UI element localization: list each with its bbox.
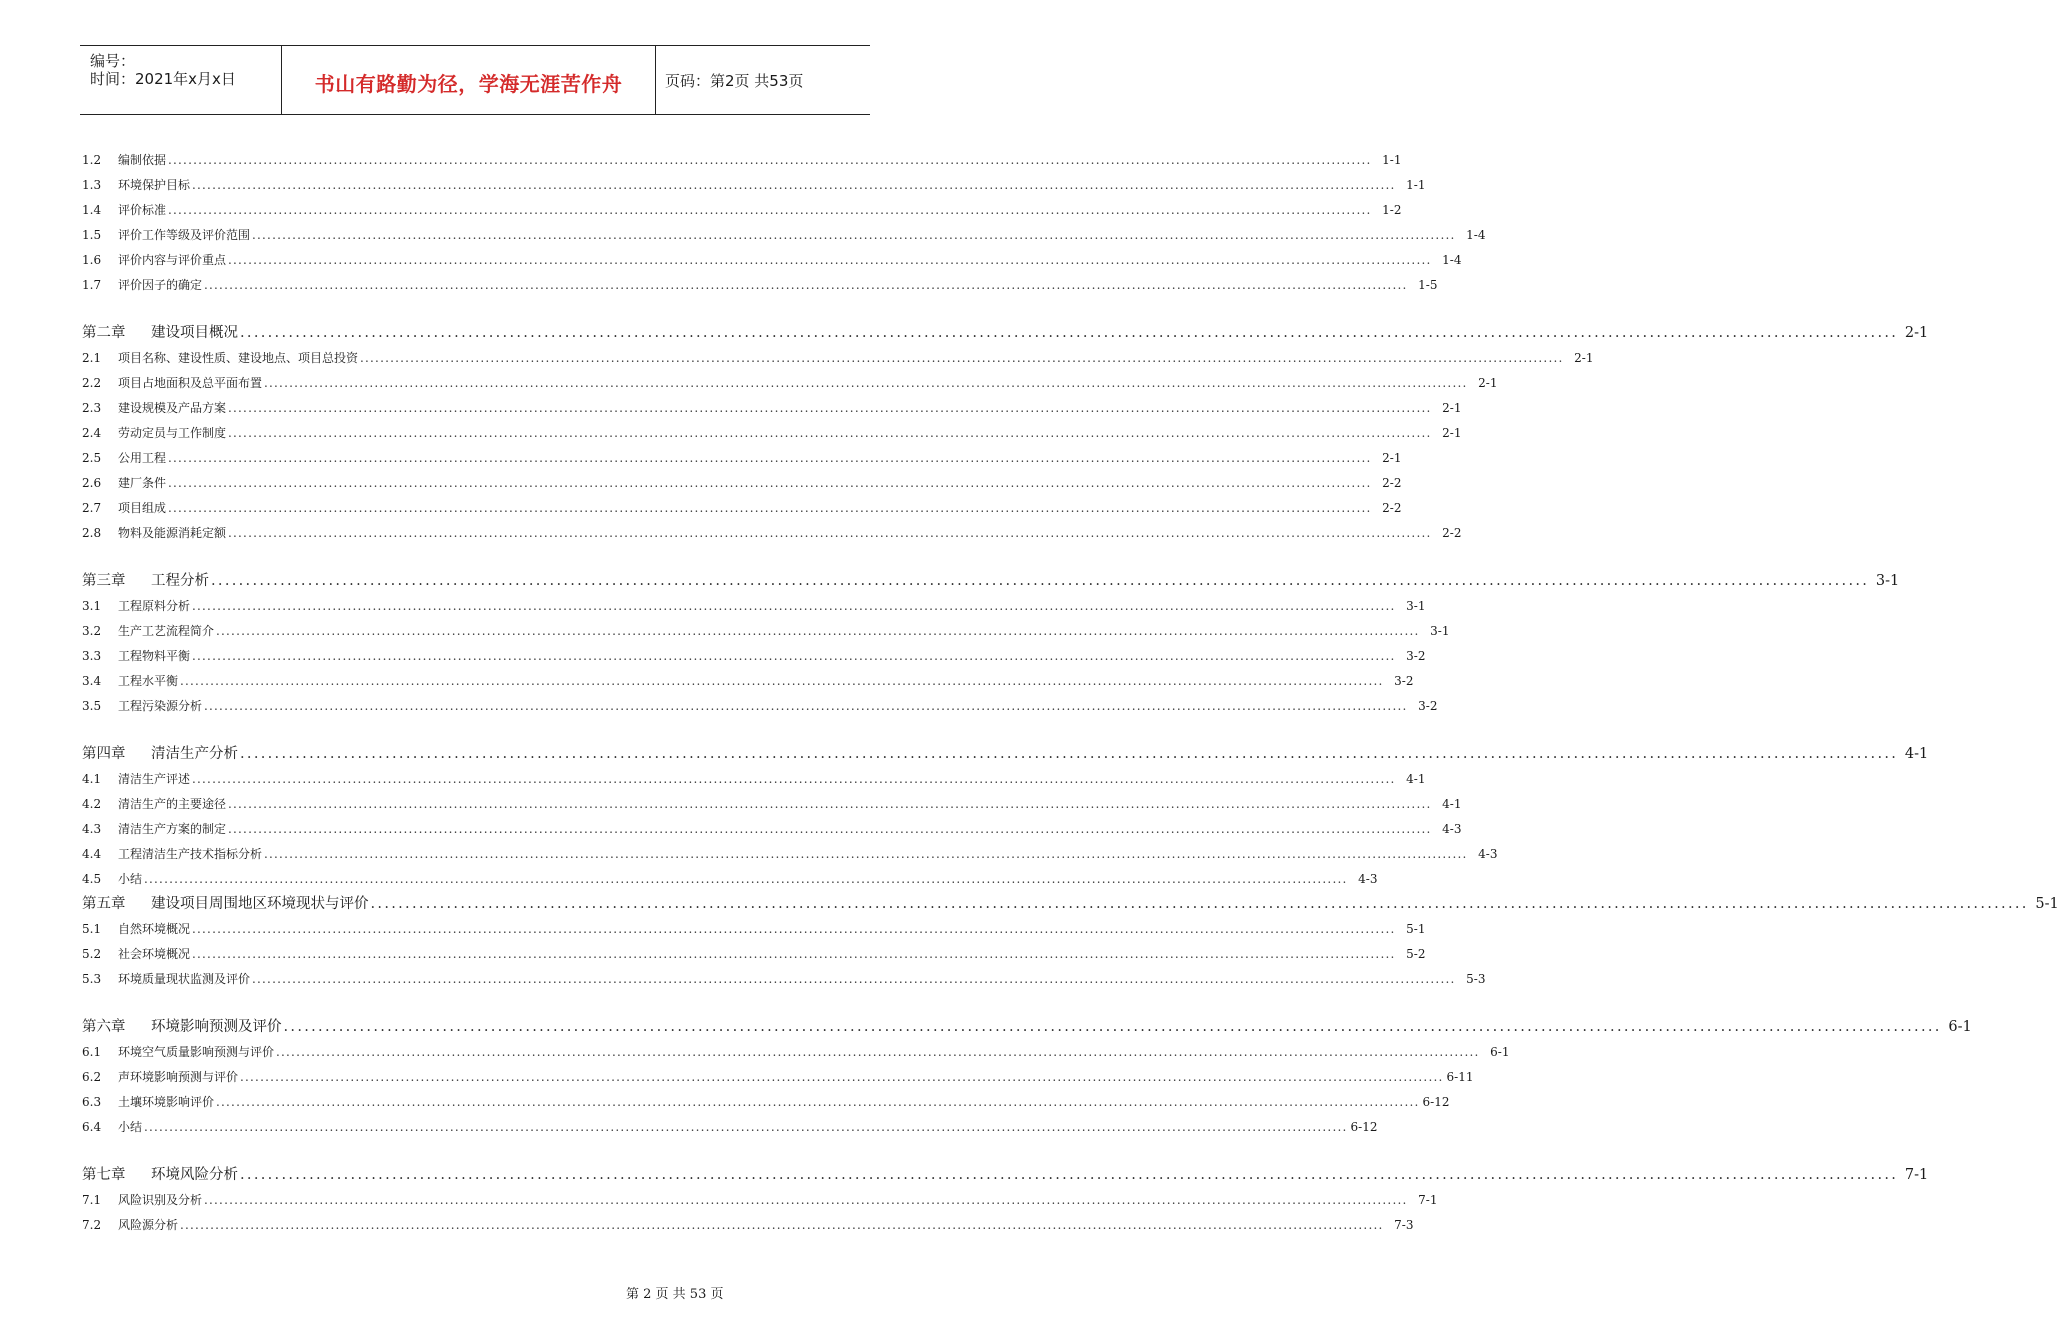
toc-section-entry[interactable]: [82, 1043, 1510, 1059]
toc-entry-page: 1-4: [1442, 253, 1462, 267]
toc-entry-title: 小结: [118, 1120, 143, 1134]
toc-entry-title: 工程分析: [151, 573, 209, 589]
toc-dot-leader: ................................................................................................................................................................................................................................................: [180, 1218, 1384, 1232]
toc-dot-leader: ................................................................................................................................................................................................................................................: [228, 822, 1432, 836]
toc-entry-title: 风险源分析: [118, 1218, 179, 1232]
toc-section-entry[interactable]: [82, 697, 1438, 713]
toc-entry-title: 环境质量现状监测及评价: [118, 972, 251, 986]
toc-dot-leader: ................................................................................................................................................................................................................................................: [252, 228, 1456, 242]
toc-entry-title: 劳动定员与工作制度: [118, 426, 227, 440]
toc-section-entry[interactable]: [82, 1216, 1414, 1232]
toc-entry-number: 2.2: [82, 376, 102, 390]
toc-entry-title: 生产工艺流程简介: [118, 624, 215, 638]
toc-entry-number: 第三章: [82, 573, 126, 589]
toc-entry-page: 6-1: [1948, 1019, 1972, 1035]
toc-section-entry[interactable]: [82, 424, 1462, 440]
toc-dot-leader: ................................................................................................................................................................................................................................................: [192, 178, 1396, 192]
toc-entry-title: 清洁生产评述: [118, 772, 191, 786]
toc-entry-title: 工程清洁生产技术指标分析: [118, 847, 263, 861]
toc-dot-leader: ................................................................................................................................................................................................................................................: [144, 872, 1348, 886]
toc-dot-leader: ................................................................................................................................................................................................................................................: [283, 1019, 1942, 1035]
toc-section-entry[interactable]: [82, 1191, 1438, 1207]
toc-section-entry[interactable]: [82, 647, 1426, 663]
toc-dot-leader: ................................................................................................................................................................................................................................................: [216, 624, 1420, 638]
toc-entry-page: 4-3: [1442, 822, 1462, 836]
toc-entry-page: 5-1: [2035, 896, 2059, 912]
toc-section-entry[interactable]: [82, 276, 1438, 292]
toc-entry-number: 6.4: [82, 1120, 102, 1134]
toc-entry-page: 6-1: [1490, 1045, 1510, 1059]
toc-dot-leader: ................................................................................................................................................................................................................................................: [168, 451, 1372, 465]
toc-chapter-entry[interactable]: [82, 1163, 1929, 1183]
toc-entry-number: 2.7: [82, 501, 102, 515]
toc-entry-number: 3.1: [82, 599, 102, 613]
toc-section-entry[interactable]: [82, 597, 1426, 613]
toc-entry-page: 7-3: [1394, 1218, 1414, 1232]
toc-entry-number: 1.5: [82, 228, 102, 242]
toc-entry-page: 3-1: [1406, 599, 1426, 613]
toc-entry-title: 评价内容与评价重点: [118, 253, 227, 267]
toc-entry-title: 环境影响预测及评价: [151, 1019, 282, 1035]
toc-section-entry[interactable]: [82, 1118, 1378, 1134]
document-number-label: 编号：: [90, 52, 136, 70]
toc-entry-number: 6.2: [82, 1070, 102, 1084]
toc-section-entry[interactable]: [82, 870, 1378, 886]
toc-entry-title: 环境空气质量影响预测与评价: [118, 1045, 275, 1059]
toc-section-entry[interactable]: [82, 349, 1594, 365]
toc-entry-page: 7-1: [1904, 1167, 1929, 1183]
toc-chapter-entry[interactable]: [82, 742, 1929, 762]
document-time-label: 时间：2021年x月x日: [90, 70, 236, 88]
toc-entry-title: 公用工程: [118, 451, 167, 465]
toc-entry-number: 第五章: [82, 896, 126, 912]
toc-section-entry[interactable]: [82, 399, 1462, 415]
toc-entry-number: 第七章: [82, 1167, 126, 1183]
toc-entry-number: 6.1: [82, 1045, 102, 1059]
header-meta-cell: [80, 46, 280, 114]
toc-entry-page: 1-1: [1382, 153, 1402, 167]
toc-section-entry[interactable]: [82, 176, 1426, 192]
toc-entry-page: 2-1: [1478, 376, 1498, 390]
toc-dot-leader: ................................................................................................................................................................................................................................................: [192, 922, 1396, 936]
toc-chapter-entry[interactable]: [82, 569, 1900, 589]
toc-entry-page: 5-1: [1406, 922, 1426, 936]
toc-entry-page: 4-3: [1358, 872, 1378, 886]
toc-entry-number: 4.1: [82, 772, 102, 786]
toc-entry-number: 2.4: [82, 426, 102, 440]
toc-entry-number: 2.8: [82, 526, 102, 540]
toc-entry-page: 4-1: [1904, 746, 1929, 762]
toc-entry-page: 1-4: [1466, 228, 1486, 242]
toc-section-entry[interactable]: [82, 474, 1402, 490]
page-header: [80, 45, 870, 115]
toc-entry-page: 3-2: [1418, 699, 1438, 713]
toc-entry-number: 4.5: [82, 872, 102, 886]
toc-section-entry[interactable]: [82, 499, 1402, 515]
toc-entry-page: 4-1: [1406, 772, 1426, 786]
toc-entry-page: 1-2: [1382, 203, 1402, 217]
toc-entry-number: 7.1: [82, 1193, 102, 1207]
toc-entry-title: 项目占地面积及总平面布置: [118, 376, 263, 390]
toc-section-entry[interactable]: [82, 845, 1498, 861]
toc-entry-title: 清洁生产方案的制定: [118, 822, 227, 836]
toc-entry-number: 1.7: [82, 278, 102, 292]
toc-dot-leader: ................................................................................................................................................................................................................................................: [240, 325, 1899, 341]
toc-entry-page: 7-1: [1418, 1193, 1438, 1207]
toc-entry-title: 社会环境概况: [118, 947, 191, 961]
toc-entry-title: 小结: [118, 872, 143, 886]
toc-dot-leader: ................................................................................................................................................................................................................................................: [204, 699, 1408, 713]
toc-dot-leader: ................................................................................................................................................................................................................................................: [144, 1120, 1348, 1134]
toc-entry-title: 评价因子的确定: [118, 278, 203, 292]
toc-entry-number: 4.4: [82, 847, 102, 861]
toc-entry-title: 清洁生产分析: [151, 746, 238, 762]
toc-section-entry[interactable]: [82, 1068, 1474, 1084]
toc-section-entry[interactable]: [82, 201, 1402, 217]
toc-dot-leader: ................................................................................................................................................................................................................................................: [252, 972, 1456, 986]
toc-dot-leader: ................................................................................................................................................................................................................................................: [360, 351, 1564, 365]
toc-entry-title: 工程水平衡: [118, 674, 179, 688]
header-page-code: 页码：第2页 共53页: [665, 72, 804, 90]
toc-entry-title: 工程物料平衡: [118, 649, 191, 663]
toc-dot-leader: ................................................................................................................................................................................................................................................: [204, 1193, 1408, 1207]
toc-entry-number: 3.2: [82, 624, 102, 638]
toc-entry-number: 1.3: [82, 178, 102, 192]
toc-entry-title: 项目名称、建设性质、建设地点、项目总投资: [118, 351, 359, 365]
toc-dot-leader: ................................................................................................................................................................................................................................................: [216, 1095, 1420, 1109]
toc-entry-number: 2.6: [82, 476, 102, 490]
toc-entry-title: 物料及能源消耗定额: [118, 526, 227, 540]
header-page-cell: [655, 46, 870, 114]
toc-entry-number: 1.6: [82, 253, 102, 267]
toc-entry-page: 2-2: [1382, 501, 1402, 515]
toc-entry-page: 3-2: [1406, 649, 1426, 663]
toc-section-entry[interactable]: [82, 920, 1426, 936]
toc-dot-leader: ................................................................................................................................................................................................................................................: [168, 476, 1372, 490]
toc-dot-leader: ................................................................................................................................................................................................................................................: [192, 599, 1396, 613]
toc-dot-leader: ................................................................................................................................................................................................................................................: [370, 896, 2029, 912]
toc-dot-leader: ................................................................................................................................................................................................................................................: [228, 401, 1432, 415]
toc-dot-leader: ................................................................................................................................................................................................................................................: [180, 674, 1384, 688]
toc-entry-number: 3.3: [82, 649, 102, 663]
toc-entry-page: 3-1: [1430, 624, 1450, 638]
toc-entry-number: 3.4: [82, 674, 102, 688]
toc-dot-leader: ................................................................................................................................................................................................................................................: [168, 203, 1372, 217]
toc-dot-leader: ................................................................................................................................................................................................................................................: [240, 1070, 1444, 1084]
toc-section-entry[interactable]: [82, 770, 1426, 786]
toc-dot-leader: ................................................................................................................................................................................................................................................: [192, 649, 1396, 663]
toc-section-entry[interactable]: [82, 945, 1426, 961]
toc-entry-title: 环境风险分析: [151, 1167, 238, 1183]
toc-entry-page: 2-1: [1382, 451, 1402, 465]
toc-dot-leader: ................................................................................................................................................................................................................................................: [168, 501, 1372, 515]
toc-entry-page: 4-3: [1478, 847, 1498, 861]
toc-dot-leader: ................................................................................................................................................................................................................................................: [228, 797, 1432, 811]
toc-entry-title: 工程污染源分析: [118, 699, 203, 713]
toc-entry-number: 2.5: [82, 451, 102, 465]
toc-section-entry[interactable]: [82, 374, 1498, 390]
toc-entry-page: 2-2: [1442, 526, 1462, 540]
toc-entry-page: 4-1: [1442, 797, 1462, 811]
toc-entry-page: 2-1: [1904, 325, 1929, 341]
toc-entry-number: 3.5: [82, 699, 102, 713]
toc-entry-page: 5-2: [1406, 947, 1426, 961]
toc-dot-leader: ................................................................................................................................................................................................................................................: [211, 573, 1870, 589]
toc-section-entry[interactable]: [82, 251, 1462, 267]
toc-entry-number: 第二章: [82, 325, 126, 341]
toc-entry-title: 建设规模及产品方案: [118, 401, 227, 415]
toc-entry-number: 5.1: [82, 922, 102, 936]
toc-entry-number: 4.2: [82, 797, 102, 811]
toc-entry-number: 第四章: [82, 746, 126, 762]
toc-section-entry[interactable]: [82, 226, 1486, 242]
toc-entry-page: 6-12: [1350, 1120, 1378, 1134]
toc-entry-title: 风险识别及分析: [118, 1193, 203, 1207]
toc-entry-title: 环境保护目标: [118, 178, 191, 192]
toc-section-entry[interactable]: [82, 795, 1462, 811]
toc-entry-title: 清洁生产的主要途径: [118, 797, 227, 811]
toc-entry-number: 2.3: [82, 401, 102, 415]
toc-section-entry[interactable]: [82, 151, 1402, 167]
page-footer: 第 2 页 共 53 页: [626, 1287, 724, 1302]
toc-entry-title: 编制依据: [118, 153, 167, 167]
toc-entry-number: 1.2: [82, 153, 102, 167]
toc-entry-page: 3-2: [1394, 674, 1414, 688]
toc-dot-leader: ................................................................................................................................................................................................................................................: [240, 1167, 1899, 1183]
toc-dot-leader: ................................................................................................................................................................................................................................................: [192, 947, 1396, 961]
toc-entry-title: 评价标准: [118, 203, 167, 217]
header-motto-cell: [281, 46, 656, 114]
toc-entry-page: 2-1: [1442, 426, 1462, 440]
toc-entry-number: 7.2: [82, 1218, 102, 1232]
header-motto: 书山有路勤为径，学海无涯苦作舟: [314, 72, 623, 96]
toc-entry-number: 2.1: [82, 351, 102, 365]
toc-dot-leader: ................................................................................................................................................................................................................................................: [276, 1045, 1480, 1059]
toc-entry-page: 6-11: [1446, 1070, 1474, 1084]
toc-dot-leader: ................................................................................................................................................................................................................................................: [264, 376, 1468, 390]
toc-entry-title: 评价工作等级及评价范围: [118, 228, 251, 242]
toc-entry-page: 2-2: [1382, 476, 1402, 490]
toc-entry-title: 工程原料分析: [118, 599, 191, 613]
toc-section-entry[interactable]: [82, 820, 1462, 836]
toc-entry-number: 4.3: [82, 822, 102, 836]
toc-entry-title: 声环境影响预测与评价: [118, 1070, 239, 1084]
toc-section-entry[interactable]: [82, 449, 1402, 465]
toc-entry-title: 项目组成: [118, 501, 167, 515]
toc-entry-title: 建厂条件: [118, 476, 167, 490]
toc-section-entry[interactable]: [82, 1093, 1450, 1109]
toc-entry-page: 2-1: [1574, 351, 1594, 365]
toc-dot-leader: ................................................................................................................................................................................................................................................: [168, 153, 1372, 167]
toc-entry-page: 5-3: [1466, 972, 1486, 986]
toc-entry-page: 1-5: [1418, 278, 1438, 292]
toc-entry-page: 1-1: [1406, 178, 1426, 192]
toc-dot-leader: ................................................................................................................................................................................................................................................: [192, 772, 1396, 786]
toc-dot-leader: ................................................................................................................................................................................................................................................: [228, 526, 1432, 540]
toc-dot-leader: ................................................................................................................................................................................................................................................: [264, 847, 1468, 861]
toc-entry-page: 3-1: [1875, 573, 1900, 589]
toc-entry-number: 6.3: [82, 1095, 102, 1109]
toc-entry-number: 5.2: [82, 947, 102, 961]
toc-chapter-entry[interactable]: [82, 1015, 1972, 1035]
toc-entry-title: 土壤环境影响评价: [118, 1095, 215, 1109]
toc-entry-number: 5.3: [82, 972, 102, 986]
toc-entry-page: 2-1: [1442, 401, 1462, 415]
toc-section-entry[interactable]: [82, 524, 1462, 540]
toc-chapter-entry[interactable]: [82, 892, 2059, 912]
toc-dot-leader: ................................................................................................................................................................................................................................................: [228, 426, 1432, 440]
toc-entry-number: 1.4: [82, 203, 102, 217]
toc-section-entry[interactable]: [82, 672, 1414, 688]
toc-entry-title: 建设项目周围地区环境现状与评价: [151, 896, 369, 912]
toc-entry-title: 自然环境概况: [118, 922, 191, 936]
toc-entry-page: 6-12: [1422, 1095, 1450, 1109]
toc-entry-title: 建设项目概况: [151, 325, 238, 341]
toc-dot-leader: ................................................................................................................................................................................................................................................: [204, 278, 1408, 292]
toc-chapter-entry[interactable]: [82, 321, 1929, 341]
toc-section-entry[interactable]: [82, 622, 1450, 638]
toc-entry-number: 第六章: [82, 1019, 126, 1035]
toc-dot-leader: ................................................................................................................................................................................................................................................: [240, 746, 1899, 762]
toc-section-entry[interactable]: [82, 970, 1486, 986]
toc-dot-leader: ................................................................................................................................................................................................................................................: [228, 253, 1432, 267]
